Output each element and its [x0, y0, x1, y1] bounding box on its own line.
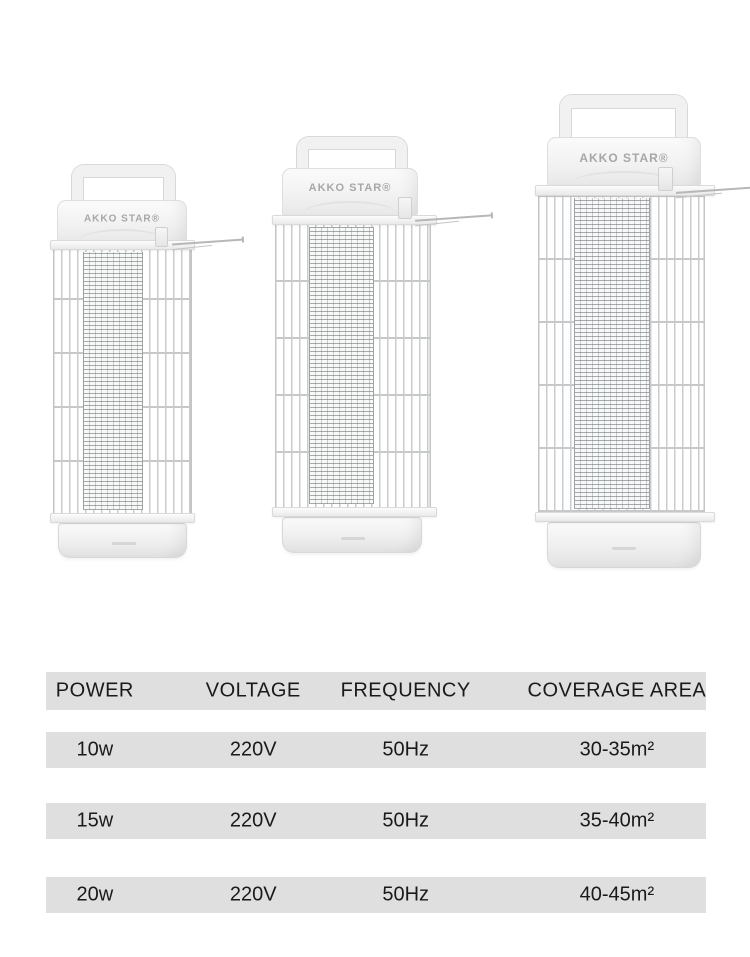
collection-tray — [58, 523, 187, 558]
cell-frequency: 50Hz — [382, 738, 430, 761]
lamp-head — [547, 137, 701, 186]
cell-coverage: 35-40m² — [579, 809, 655, 832]
cell-voltage: 220V — [229, 809, 277, 832]
protective-cage — [53, 250, 192, 513]
side-latch — [658, 167, 673, 191]
head-curve-line — [303, 201, 397, 214]
cell-coverage: 40-45m² — [579, 883, 655, 906]
product-image-small-lamp — [50, 165, 195, 558]
cell-power: 10w — [76, 738, 114, 761]
table-row — [46, 877, 706, 913]
tray-slot — [112, 542, 136, 545]
cell-voltage: 220V — [229, 738, 277, 761]
cell-coverage: 30-35m² — [579, 738, 655, 761]
brand-logo: AKKO STAR® — [308, 182, 392, 195]
tray-slot — [612, 547, 636, 550]
top-rim — [272, 215, 437, 225]
table-row — [46, 732, 706, 768]
electric-grid-mesh — [309, 227, 374, 504]
protective-cage — [275, 225, 431, 507]
header-cell-power: POWER — [55, 679, 134, 702]
header-cell-voltage: VOLTAGE — [205, 679, 301, 702]
spec-table — [46, 672, 706, 917]
collection-tray — [547, 522, 701, 568]
electric-grid-mesh — [574, 198, 650, 509]
product-image-medium-lamp — [272, 137, 437, 553]
spec-table-header-row — [46, 672, 706, 710]
side-latch — [155, 227, 168, 247]
product-image-large-lamp — [535, 95, 715, 568]
brand-logo: AKKO STAR® — [83, 213, 161, 225]
header-cell-frequency: FREQUENCY — [340, 679, 471, 702]
cell-frequency: 50Hz — [382, 883, 430, 906]
tray-slot — [341, 537, 365, 540]
cell-frequency: 50Hz — [382, 809, 430, 832]
brand-logo: AKKO STAR® — [579, 150, 669, 165]
table-row — [46, 803, 706, 839]
protective-cage — [538, 196, 705, 512]
cell-voltage: 220V — [229, 883, 277, 906]
bottom-rim — [272, 507, 437, 517]
cell-power: 20w — [76, 883, 114, 906]
side-latch — [398, 197, 412, 219]
bottom-rim — [50, 513, 195, 523]
electric-grid-mesh — [83, 252, 143, 510]
header-cell-coverage: COVERAGE AREA — [527, 679, 707, 702]
cell-power: 15w — [76, 809, 114, 832]
collection-tray — [282, 517, 422, 553]
bottom-rim — [535, 512, 715, 522]
